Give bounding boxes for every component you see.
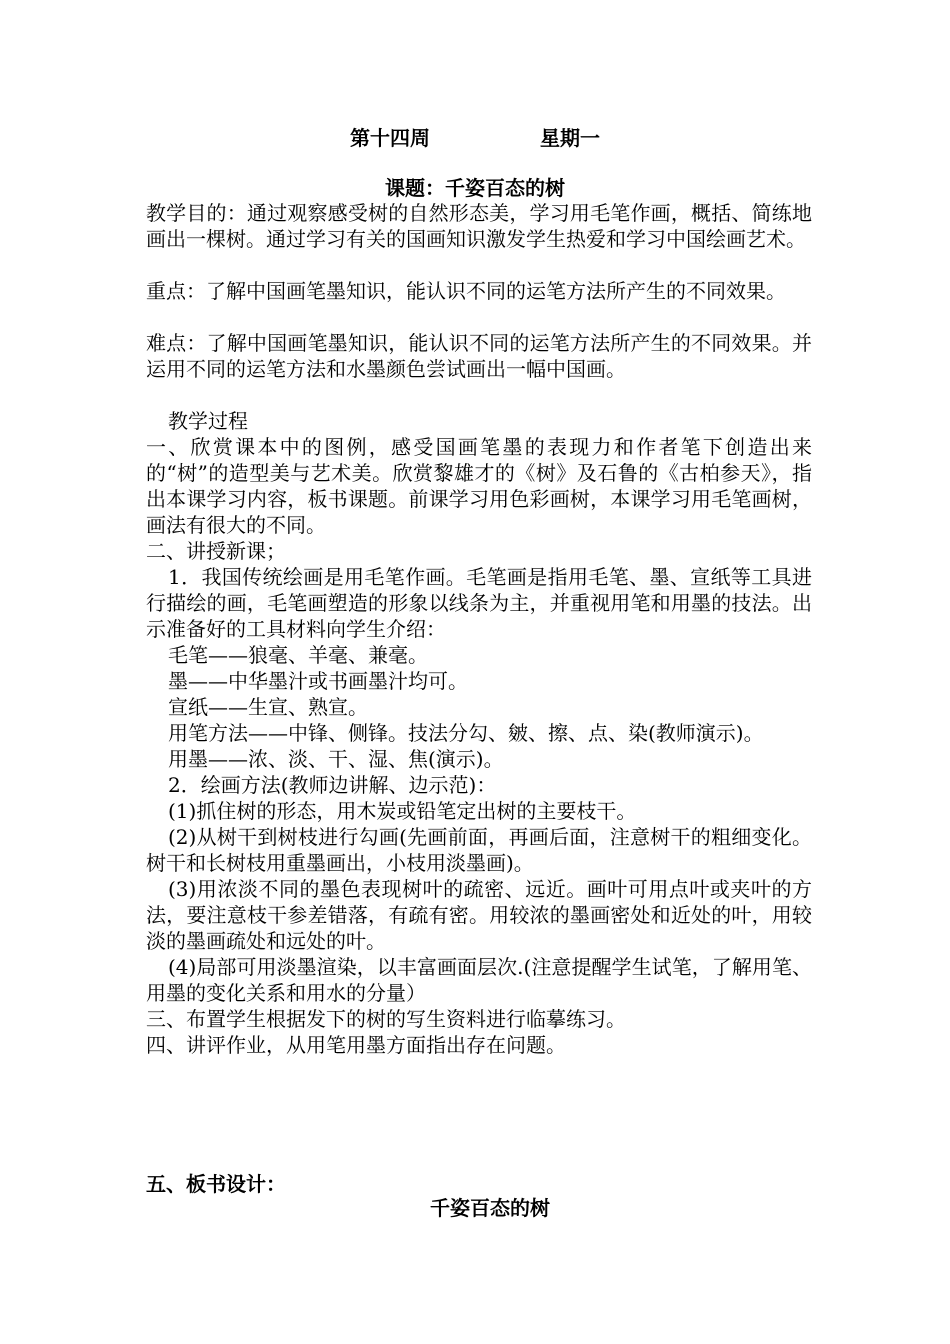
key-point-paragraph: 重点：了解中国画笔墨知识，能认识不同的运笔方法所产生的不同效果。 [146, 279, 786, 303]
method-text: (3)用浓淡不同的墨色表现树叶的疏密、远近。画叶可用点叶或夹叶的方法，要注意枝干参差错落，有疏有密。用较浓的墨画密处和近处的叶，用较淡的墨画疏处和远处的叶。 [146, 877, 812, 953]
tool-line: 用墨——浓、淡、干、湿、焦(演示)。 [168, 747, 504, 771]
method-line [146, 954, 812, 1006]
process-step-1: 一、欣赏课本中的图例，感受国画笔墨的表现力和作者笔下创造出来的“树”的造型美与艺术美。欣赏黎雄才的《树》及石鲁的《古柏参天》，指出本课学习内容，板书课题。前课学习用色彩画树，本课学习用毛笔画树，画法有很大的不同。 [146, 435, 812, 537]
method-line [146, 876, 812, 954]
day-label: 星期一 [540, 126, 600, 150]
process-item-1-text: 1．我国传统绘画是用毛笔作画。毛笔画是指用毛笔、墨、宣纸等工具进行描绘的画，毛笔画塑造的形象以线条为主，并重视用笔和用墨的技法。出示准备好的工具材料向学生介绍： [146, 565, 812, 641]
tool-line: 毛笔——狼毫、羊毫、兼毫。 [168, 643, 428, 667]
tool-line: 墨——中华墨汁或书画墨汁均可。 [168, 669, 468, 693]
process-step-2: 二、讲授新课； [146, 539, 286, 563]
process-step-3: 三、布置学生根据发下的树的写生资料进行临摹练习。 [146, 1007, 626, 1031]
tool-line: 宣纸——生宣、熟宣。 [168, 695, 368, 719]
method-text: (4)局部可用淡墨渲染，以丰富画面层次.(注意提醒学生试笔，了解用笔、用墨的变化关系和用水的分量） [146, 955, 812, 1005]
process-heading: 教学过程 [168, 409, 248, 433]
method-text: (2)从树干到树枝进行勾画(先画前面，再画后面，注意树干的粗细变化。树干和长树枝用重墨画出，小枝用淡墨画)。 [146, 825, 812, 875]
difficulty-paragraph: 难点：了解中国画笔墨知识，能认识不同的运笔方法所产生的不同效果。并运用不同的运笔方法和水墨颜色尝试画出一幅中国画。 [146, 331, 812, 381]
lesson-body [146, 200, 812, 1058]
process-item-1 [146, 564, 812, 642]
tool-line: 用笔方法——中锋、侧锋。技法分勾、皴、擦、点、染(教师演示)。 [168, 721, 764, 745]
board-design-heading: 五、板书设计： [146, 1172, 286, 1196]
week-label: 第十四周 [350, 126, 430, 150]
process-step-4: 四、讲评作业，从用笔用墨方面指出存在问题。 [146, 1033, 566, 1057]
objectives-paragraph: 教学目的：通过观察感受树的自然形态美，学习用毛笔作画，概括、简练地画出一棵树。通过学习有关的国画知识激发学生热爱和学习中国绘画艺术。 [146, 201, 812, 251]
board-design-title: 千姿百态的树 [430, 1196, 550, 1220]
process-item-2: 2．绘画方法(教师边讲解、边示范)： [168, 773, 497, 797]
week-day-header [0, 124, 950, 152]
lesson-title: 课题：千姿百态的树 [385, 176, 565, 200]
method-line [146, 824, 812, 876]
method-line: (1)抓住树的形态，用木炭或铅笔定出树的主要枝干。 [168, 799, 637, 823]
